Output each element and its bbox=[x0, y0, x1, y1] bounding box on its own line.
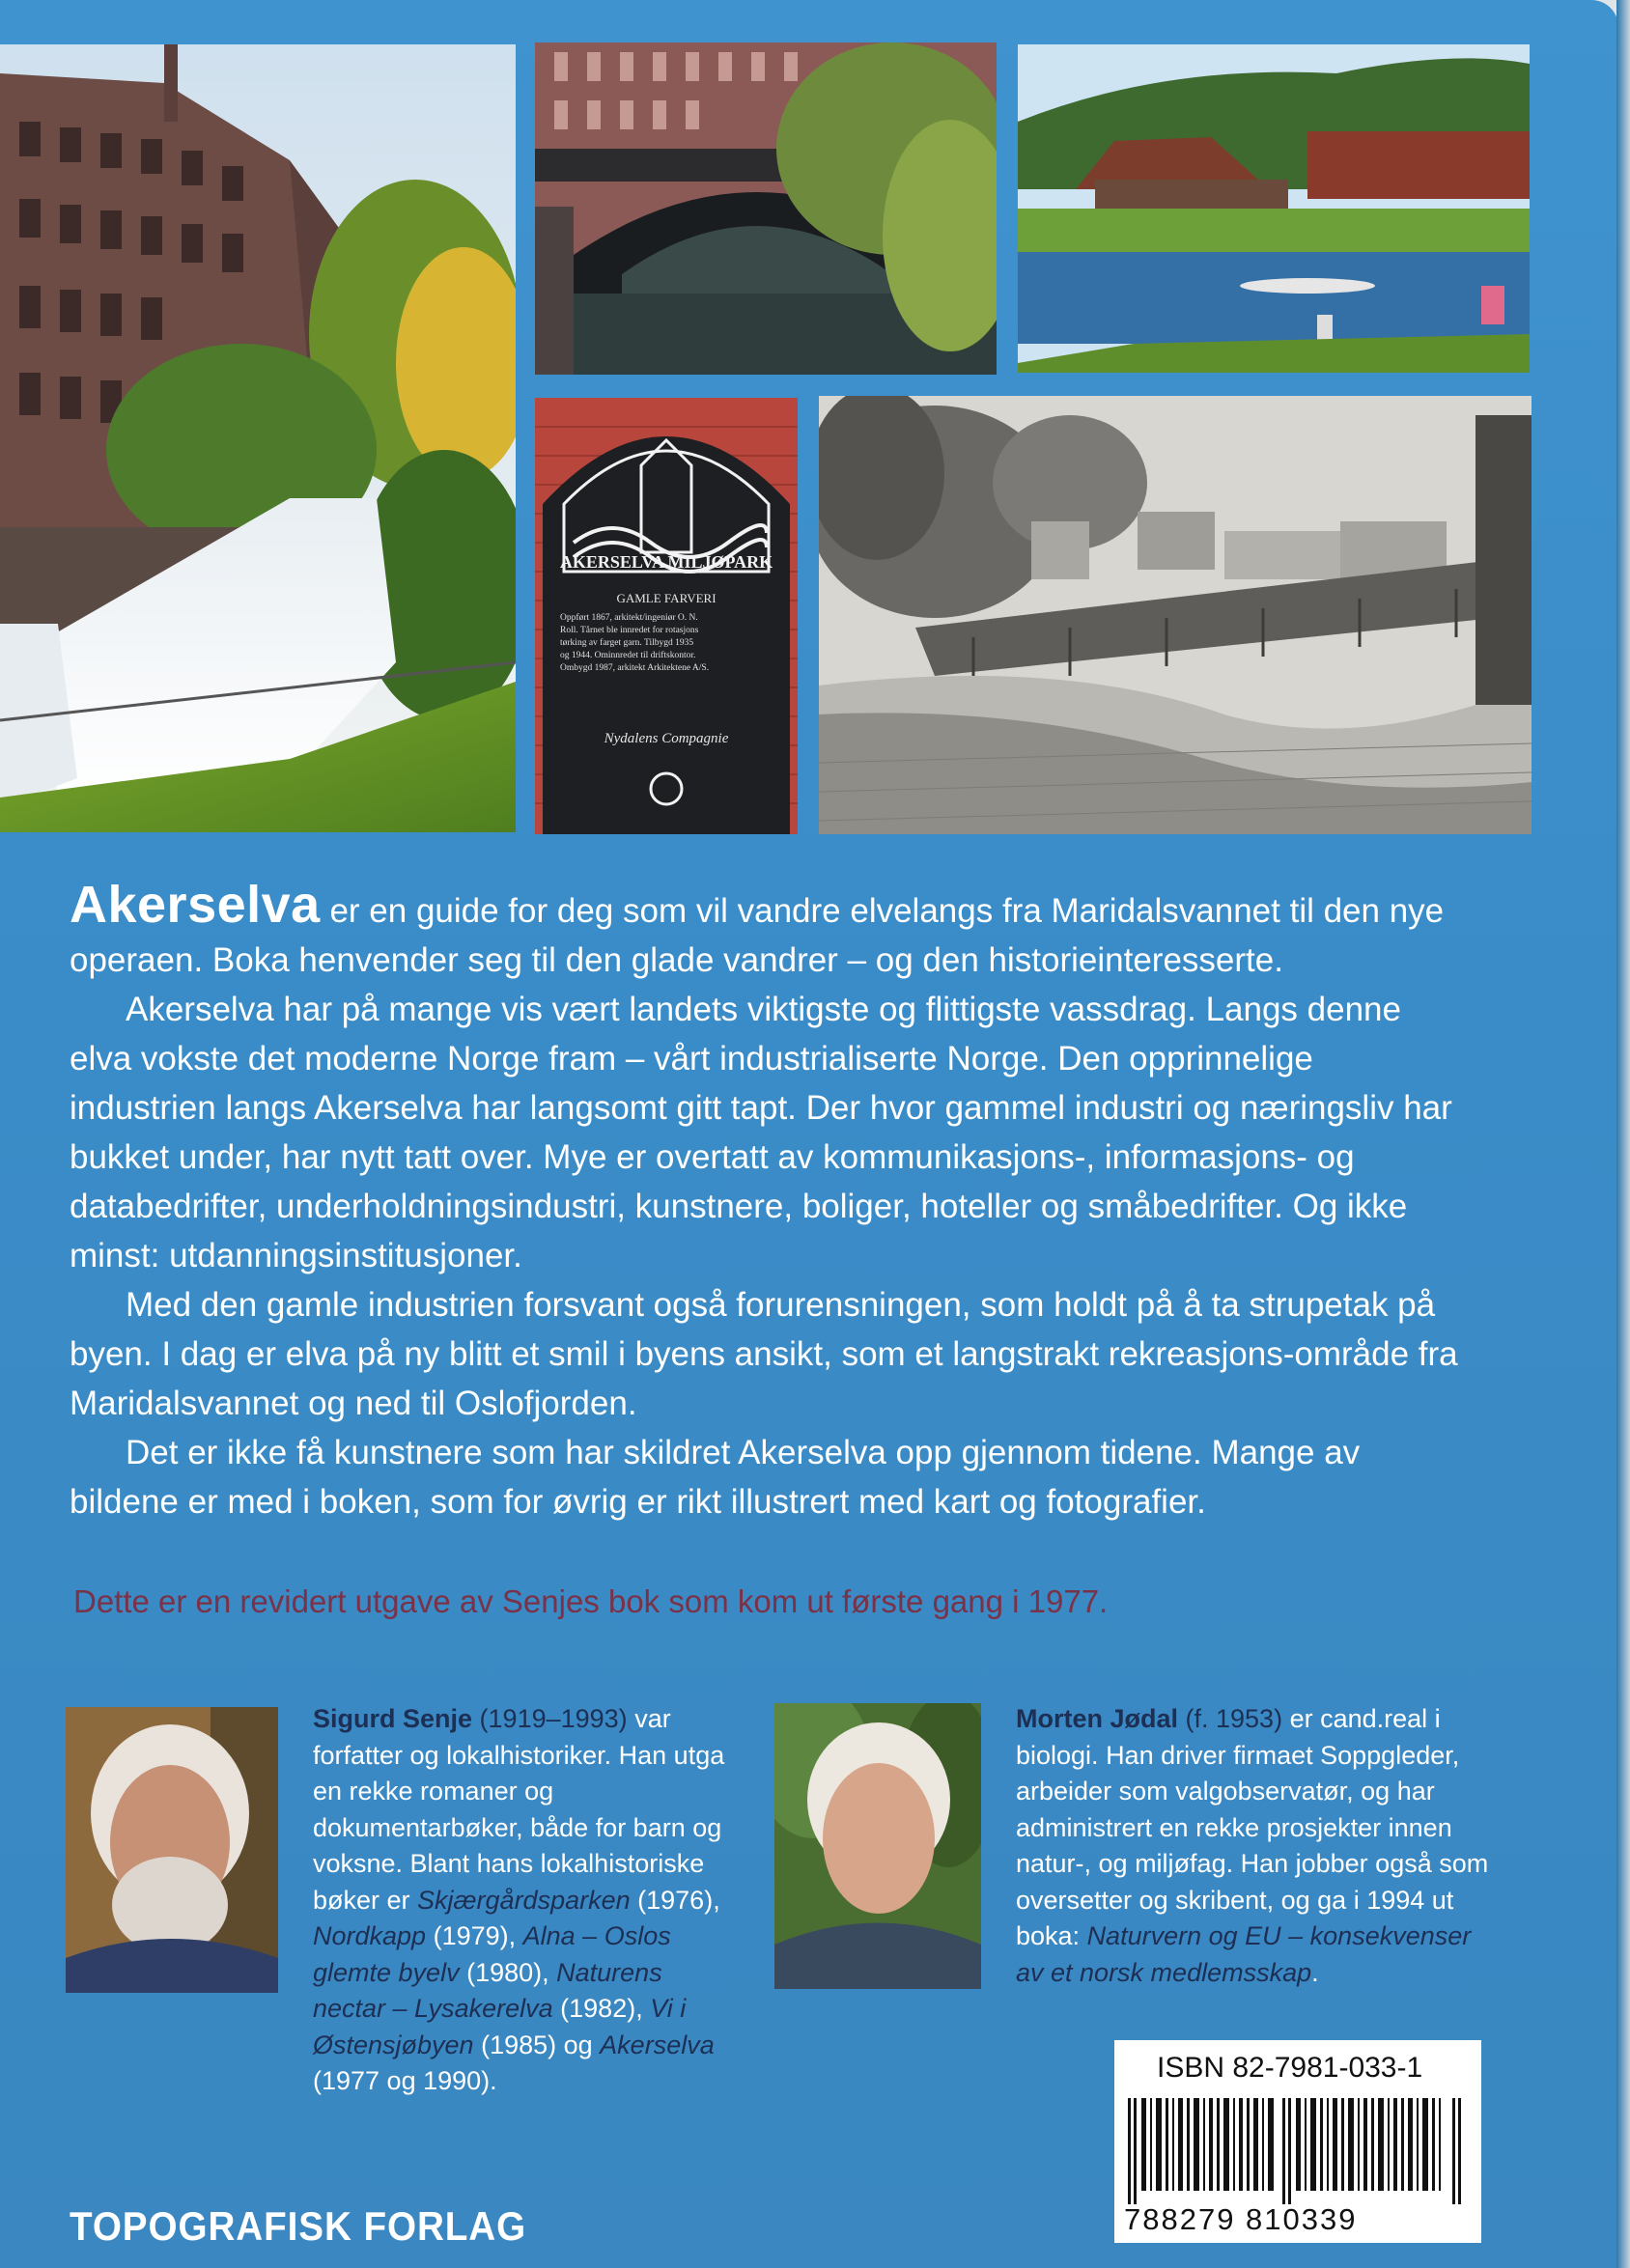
plaque-line: Ombygd 1987, arkitekt Arkitektene A/S. bbox=[560, 663, 710, 673]
barcode-bars bbox=[1126, 2098, 1470, 2204]
description-paragraph: Med den gamle industrien forsvant også forurensningen, som holdt på å ta strupetak på byen. I dag er elva på ny blitt et smil i byens ansikt, som et langstrakt rekreasjons-område fra Maridalsvannet og ned til Oslofjorden. bbox=[70, 1286, 1458, 1422]
book-reference: Skjærgårdsparken bbox=[417, 1885, 631, 1915]
author-bio-morten-jodal bbox=[1016, 1701, 1499, 1991]
description-text: er en guide for deg som vil vandre elvelangs fra Maridalsvannet til den nye operaen. Boka henvender seg til den glade vandrer – og den historieinteresserte. bbox=[70, 892, 1445, 979]
publisher-name: TOPOGRAFISK FORLAG bbox=[70, 2203, 527, 2249]
bio-segment: (1979), bbox=[426, 1921, 523, 1950]
edition-note: Dette er en revidert utgave av Senjes bok som kom ut første gang i 1977. bbox=[73, 1583, 1109, 1619]
author-portrait-morten-jodal bbox=[774, 1703, 981, 1989]
description-paragraph: Akerselva har på mange vis vært landets viktigste og flittigste vassdrag. Langs denne elva vokste det moderne Norge fram – vårt industrialiserte Norge. Den opprinnelige industrien langs Akerselva har langsomt gitt tapt. Der hvor gammel industri og næringsliv har bukket under, har nytt tatt over. Mye er overtatt av kommunikasjons-, informasjons- og databedrifter, underholdningsindustri, kunstnere, boliger, hoteller og småbedrifter. Og ikke minst: utdanningsinstitusjoner. bbox=[70, 991, 1452, 1274]
plaque-text bbox=[560, 612, 774, 675]
plaque-signature: Nydalens Compagnie bbox=[604, 731, 729, 746]
book-edge bbox=[1616, 0, 1630, 2268]
book-title: Akerselva bbox=[70, 876, 321, 934]
book-reference: Alna – Oslos glemte byelv bbox=[313, 1921, 671, 1987]
book-reference: Nordkapp bbox=[313, 1921, 427, 1950]
plaque-line: tørking av farget garn. Tilbygd 1935 bbox=[560, 638, 694, 648]
riverside-park-photo bbox=[1018, 44, 1530, 373]
author-name: Sigurd Senje bbox=[313, 1704, 473, 1733]
book-reference: Naturens nectar – Lysakerelva bbox=[313, 1957, 662, 2023]
author-dates: (1919–1993) bbox=[472, 1704, 628, 1733]
plaque-subtitle: GAMLE FARVERI bbox=[616, 591, 717, 605]
author-portrait-sigurd-senje bbox=[66, 1707, 278, 1993]
plaque-line: Roll. Tårnet ble innredet for rotasjons bbox=[560, 626, 699, 635]
book-reference: Naturvern og EU – konsekvenser av et norsk medlemsskap bbox=[1016, 1921, 1472, 1987]
plaque-line: Oppført 1867, arkitekt/ingeniør O. N. bbox=[560, 613, 698, 623]
author-bio-sigurd-senje bbox=[313, 1701, 738, 2100]
isbn-barcode bbox=[1114, 2040, 1481, 2243]
description-paragraph: Det er ikke få kunstnere som har skildret Akerselva opp gjennom tidene. Mange av bildene er med i boken, som for øvrig er rikt illustrert med kart og fotografier. bbox=[70, 1434, 1361, 1521]
bio-segment: er cand.real i biologi. Han driver firmaet Soppgleder, arbeider som valgobservatør, og har administrert en rekke prosjekter innen natur-, og miljøfag. Han jobber også som oversetter og skribent, og ga i 1994 ut boka: bbox=[1016, 1704, 1489, 1950]
bio-text bbox=[313, 1701, 738, 2100]
bio-segment: (1976), bbox=[630, 1885, 720, 1915]
bio-segment: (1982), bbox=[552, 1994, 651, 2023]
barcode-digits: 788279 810339 bbox=[1124, 2202, 1358, 2236]
book-description bbox=[70, 876, 1460, 1526]
bio-segment: (1977 og 1990). bbox=[313, 2066, 497, 2095]
plaque-line: og 1944. Ominnredet til driftskontor. bbox=[560, 651, 696, 660]
bio-segment: (1985) og bbox=[473, 2030, 601, 2059]
bio-segment: (1980), bbox=[459, 1957, 557, 1987]
bridge-photo bbox=[535, 42, 997, 375]
author-dates: (f. 1953) bbox=[1178, 1704, 1283, 1733]
bio-segment: var forfatter og lokalhistoriker. Han utga en rekke romaner og dokumentarbøker, både for barn og voksne. Blant hans lokalhistoriske bøker er bbox=[313, 1704, 725, 1915]
description-paragraph bbox=[70, 876, 1460, 985]
author-name: Morten Jødal bbox=[1016, 1704, 1179, 1733]
bio-text bbox=[1016, 1701, 1499, 1991]
plaque-title: AKERSELVA MILJØPARK bbox=[559, 552, 773, 572]
book-reference: Akerselva bbox=[600, 2030, 715, 2059]
factory-waterfall-photo bbox=[0, 44, 516, 832]
plaque-photo bbox=[535, 398, 798, 834]
isbn-number: ISBN 82-7981-033-1 bbox=[1157, 2052, 1423, 2084]
book-reference: Vi i Østensjøbyen bbox=[313, 1994, 687, 2059]
engraving-image bbox=[819, 396, 1532, 834]
bio-segment: . bbox=[1311, 1957, 1319, 1987]
